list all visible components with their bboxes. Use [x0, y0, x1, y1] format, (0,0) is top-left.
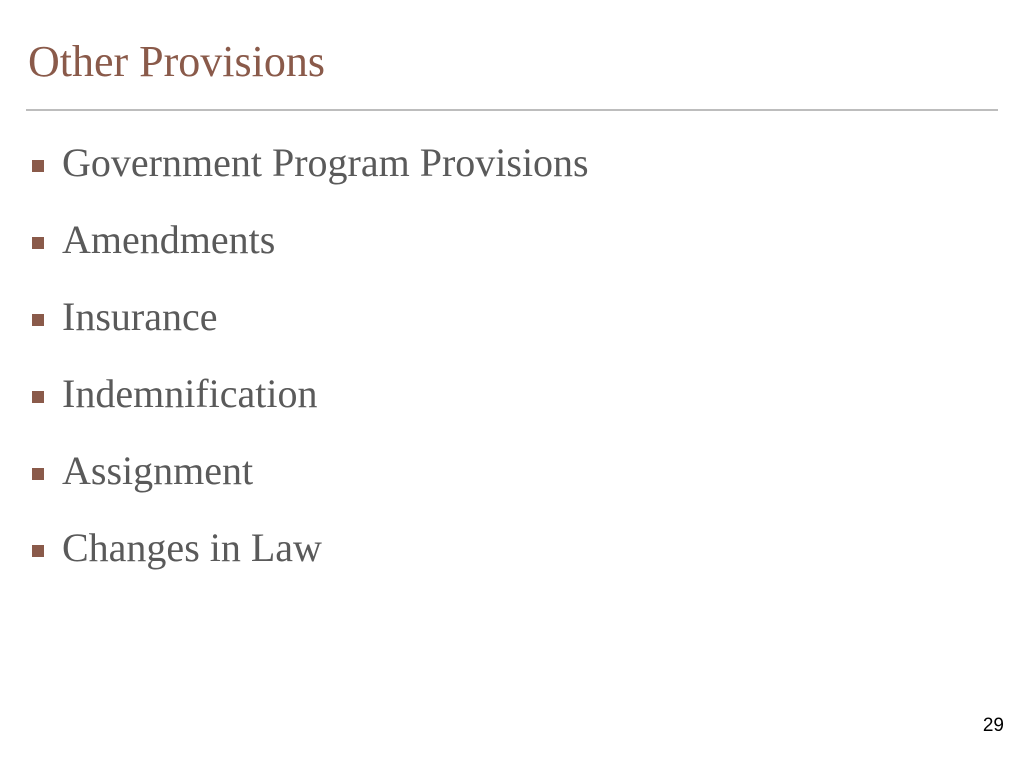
- bullet-item-indemnification: [32, 369, 589, 446]
- bullet-item-government-program-provisions: [32, 138, 589, 215]
- square-bullet-icon: [32, 545, 44, 557]
- bullet-text: Changes in Law: [62, 525, 322, 570]
- bullet-text: Indemnification: [62, 371, 318, 416]
- bullet-text: Amendments: [62, 217, 276, 262]
- bullet-text: Government Program Provisions: [62, 140, 589, 185]
- bullet-item-changes-in-law: [32, 523, 589, 600]
- title-divider: [26, 109, 998, 111]
- bullet-item-assignment: [32, 446, 589, 523]
- square-bullet-icon: [32, 237, 44, 249]
- page-number: 29: [982, 715, 1004, 736]
- square-bullet-icon: [32, 468, 44, 480]
- bullet-item-insurance: [32, 292, 589, 369]
- square-bullet-icon: [32, 160, 44, 172]
- square-bullet-icon: [32, 314, 44, 326]
- bullet-text: Assignment: [62, 448, 254, 493]
- bullet-item-amendments: [32, 215, 589, 292]
- bullet-text: Insurance: [62, 294, 218, 339]
- square-bullet-icon: [32, 391, 44, 403]
- slide-title: Other Provisions: [28, 37, 325, 86]
- bullet-list: [32, 138, 589, 600]
